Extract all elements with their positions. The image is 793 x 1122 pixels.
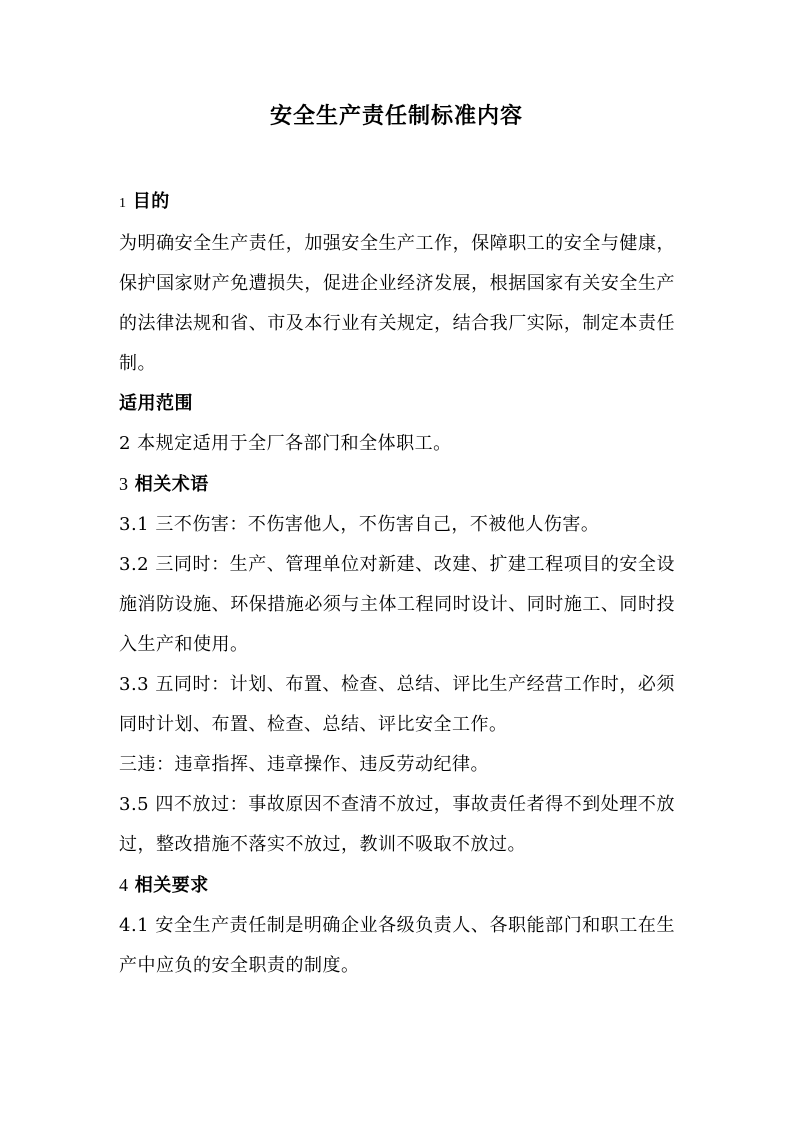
section-2-heading: 适用范围: [119, 393, 193, 414]
clause-3-1: 3.1 三不伤害：不伤害他人，不伤害自己，不被他人伤害。: [119, 514, 600, 535]
clause-4-1: 4.1 安全生产责任制是明确企业各级负责人、各职能部门和职工在生产中应负的安全职责的制度。: [119, 915, 675, 976]
section-2-paragraph: 2 本规定适用于全厂各部门和全体职工。: [119, 433, 452, 454]
section-1-title: 目的: [132, 191, 170, 212]
clause-3-4: 三违：违章指挥、违章操作、违反劳动纪律。: [119, 754, 489, 775]
section-4-number: 4: [119, 875, 129, 895]
document-body: [119, 182, 675, 986]
section-4-heading: [119, 865, 675, 906]
clause-3-3: 3.3 五同时：计划、布置、检查、总结、评比生产经营工作时，必须同时计划、布置、检查、总结、评比安全工作。: [119, 674, 675, 735]
section-3-heading: [119, 464, 675, 505]
clause-3-2: 3.2 三同时：生产、管理单位对新建、改建、扩建工程项目的安全设施消防设施、环保措施必须与主体工程同时设计、同时施工、同时投入生产和使用。: [119, 554, 675, 655]
section-1-number: 1: [119, 196, 127, 211]
section-1-heading: [119, 182, 675, 224]
section-3-title: 相关术语: [134, 474, 209, 495]
section-4-title: 相关要求: [134, 875, 209, 896]
clause-3-5: 3.5 四不放过：事故原因不查清不放过，事故责任者得不到处理不放过，整改措施不落实不放过，教训不吸取不放过。: [119, 794, 675, 855]
section-3-number: 3: [119, 474, 129, 494]
section-1-paragraph: 为明确安全生产责任，加强安全生产工作，保障职工的安全与健康，保护国家财产免遭损失，促进企业经济发展，根据国家有关安全生产的法律法规和省、市及本行业有关规定，结合我厂实际，制定本责任制。: [119, 233, 675, 374]
document-title: 安全生产责任制标准内容: [269, 104, 523, 129]
